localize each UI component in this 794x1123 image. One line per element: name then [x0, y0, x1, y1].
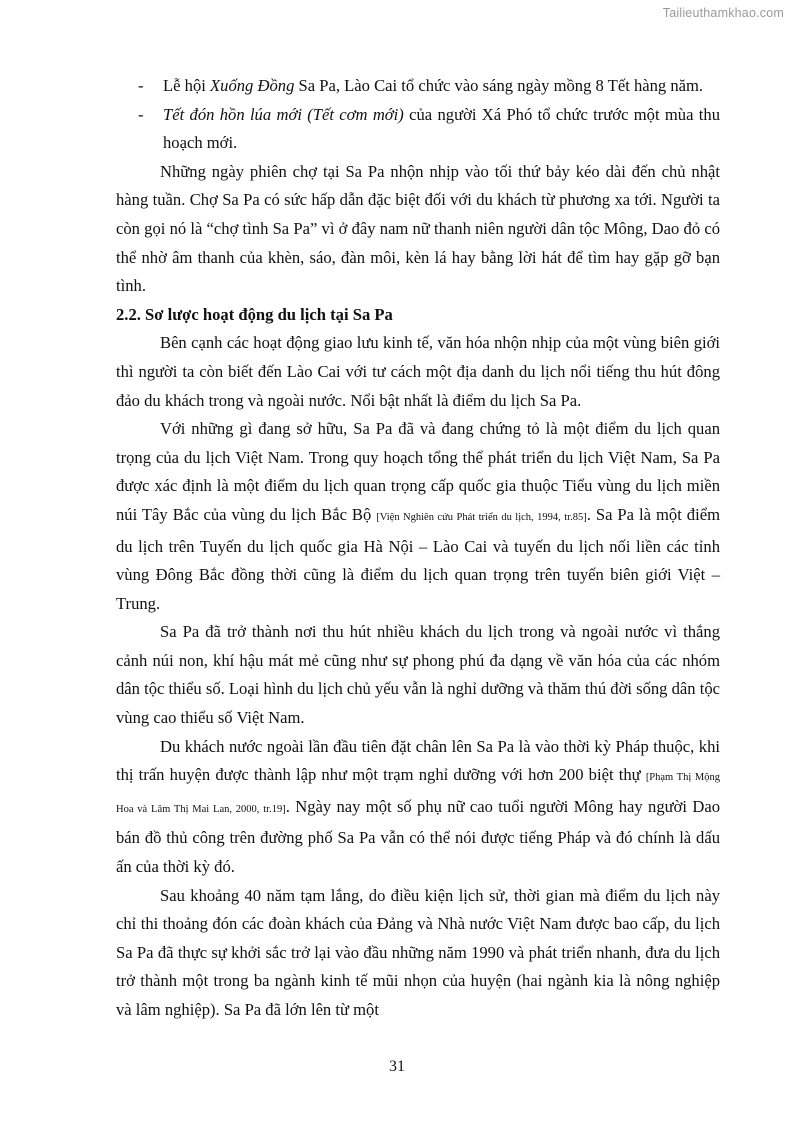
bullet-text: Lễ hội Xuống Đồng Sa Pa, Lào Cai tổ chức vào sáng ngày mồng 8 Tết hàng năm. [163, 76, 704, 95]
paragraph-attraction: Sa Pa đã trở thành nơi thu hút nhiều khách du lịch trong và ngoài nước vì thắng cảnh núi non, khí hậu mát mẻ cũng như sự phong phú đa dạng về văn hóa của các nhóm dân tộc thiểu số. Loại hình du lịch chủ yếu vẫn là nghỉ dưỡng và thăm thú đời sống dân tộc vùng cao thiểu số Việt Nam. [116, 622, 720, 728]
dash-bullet: - [138, 104, 144, 124]
bullet-text: Tết đón hồn lúa mới (Tết cơm mới) của người Xá Phó tổ chức trước một mùa thu hoạch mới. [163, 104, 720, 153]
festival-name: Xuống Đồng [210, 76, 295, 95]
paragraph-french: Du khách nước ngoài lần đầu tiên đặt chân lên Sa Pa là vào thời kỳ Pháp thuộc, khi thị trấn huyện được thành lập như một trạm nghỉ dưỡng với hơn 200 biệt thự [Phạm Thị Mộng Hoa và Lâm Thị Mai Lan, 2000, tr.19]. Ngày nay một số phụ nữ cao tuổi người Mông hay người Dao bán đồ thủ công trên đường phố Sa Pa vẫn có thể nói được tiếng Pháp và đó chính là dấu ấn của thời kỳ đó. [116, 736, 721, 877]
festival-name: Tết đón hồn lúa mới (Tết cơm mới) [163, 104, 404, 124]
bullet-item [116, 72, 720, 101]
paragraph-planning: Với những gì đang sở hữu, Sa Pa đã và đang chứng tỏ là một điểm du lịch quan trọng của du lịch Việt Nam. Trong quy hoạch tổng thể phát triển du lịch Việt Nam, Sa Pa được xác định là một điểm du lịch quan trọng cấp quốc gia thuộc Tiểu vùng du lịch miền núi Tây Bắc của vùng du lịch Bắc Bộ [Viện Nghiên cứu Phát triển du lịch, 1994, tr.85]. Sa Pa là một điểm du lịch trên Tuyến du lịch quốc gia Hà Nội – Lào Cai và tuyến du lịch nối liền các tỉnh vùng Đông Bắc đồng thời cũng là điểm du lịch quan trọng trên tuyến biên giới Việt – Trung. [116, 419, 720, 613]
citation: [Phạm Thị Mộng Hoa và Lâm Thị Mai Lan, 2000, tr.19] [116, 772, 720, 815]
citation: [Viện Nghiên cứu Phát triển du lịch, 1994, tr.85] [376, 511, 587, 523]
page-number: 31 [389, 1058, 405, 1075]
section-heading: 2.2. Sơ lược hoạt động du lịch tại Sa Pa [116, 304, 393, 324]
bullet-item [116, 101, 720, 158]
page-body [116, 72, 720, 1025]
paragraph-intro: Bên cạnh các hoạt động giao lưu kinh tế, văn hóa nhộn nhịp của một vùng biên giới thì người ta còn biết đến Lào Cai với tư cách một địa danh du lịch nổi tiếng thu hút đông đảo du khách trong và ngoài nước. Nổi bật nhất là điểm du lịch Sa Pa. [116, 333, 720, 410]
paragraph-revival: Sau khoảng 40 năm tạm lắng, do điều kiện lịch sử, thời gian mà điểm du lịch này chỉ thi thoảng đón các đoàn khách của Đảng và Nhà nước Việt Nam được bao cấp, du lịch Sa Pa đã thực sự khởi sắc trở lại vào đầu những năm 1990 và phát triển nhanh, đưa du lịch trở thành một trong ba ngành kinh tế mũi nhọn của huyện (hai ngành kia là nông nghiệp và lâm nghiệp). Sa Pa đã lớn lên từ một [116, 885, 720, 1019]
dash-bullet: - [138, 76, 144, 95]
watermark: Tailieuthamkhao.com [662, 6, 784, 20]
paragraph-market: Những ngày phiên chợ tại Sa Pa nhộn nhịp vào tối thứ bảy kéo dài đến chủ nhật hàng tuần. Chợ Sa Pa có sức hấp dẫn đặc biệt đối với du khách từ phương xa tới. Người ta còn gọi nó là “chợ tình Sa Pa” vì ở đây nam nữ thanh niên người dân tộc Mông, Dao đỏ có thể nhờ âm thanh của khèn, sáo, đàn môi, kèn lá hay bằng lời hát để tìm hay gặp gỡ bạn tình. [116, 161, 720, 296]
